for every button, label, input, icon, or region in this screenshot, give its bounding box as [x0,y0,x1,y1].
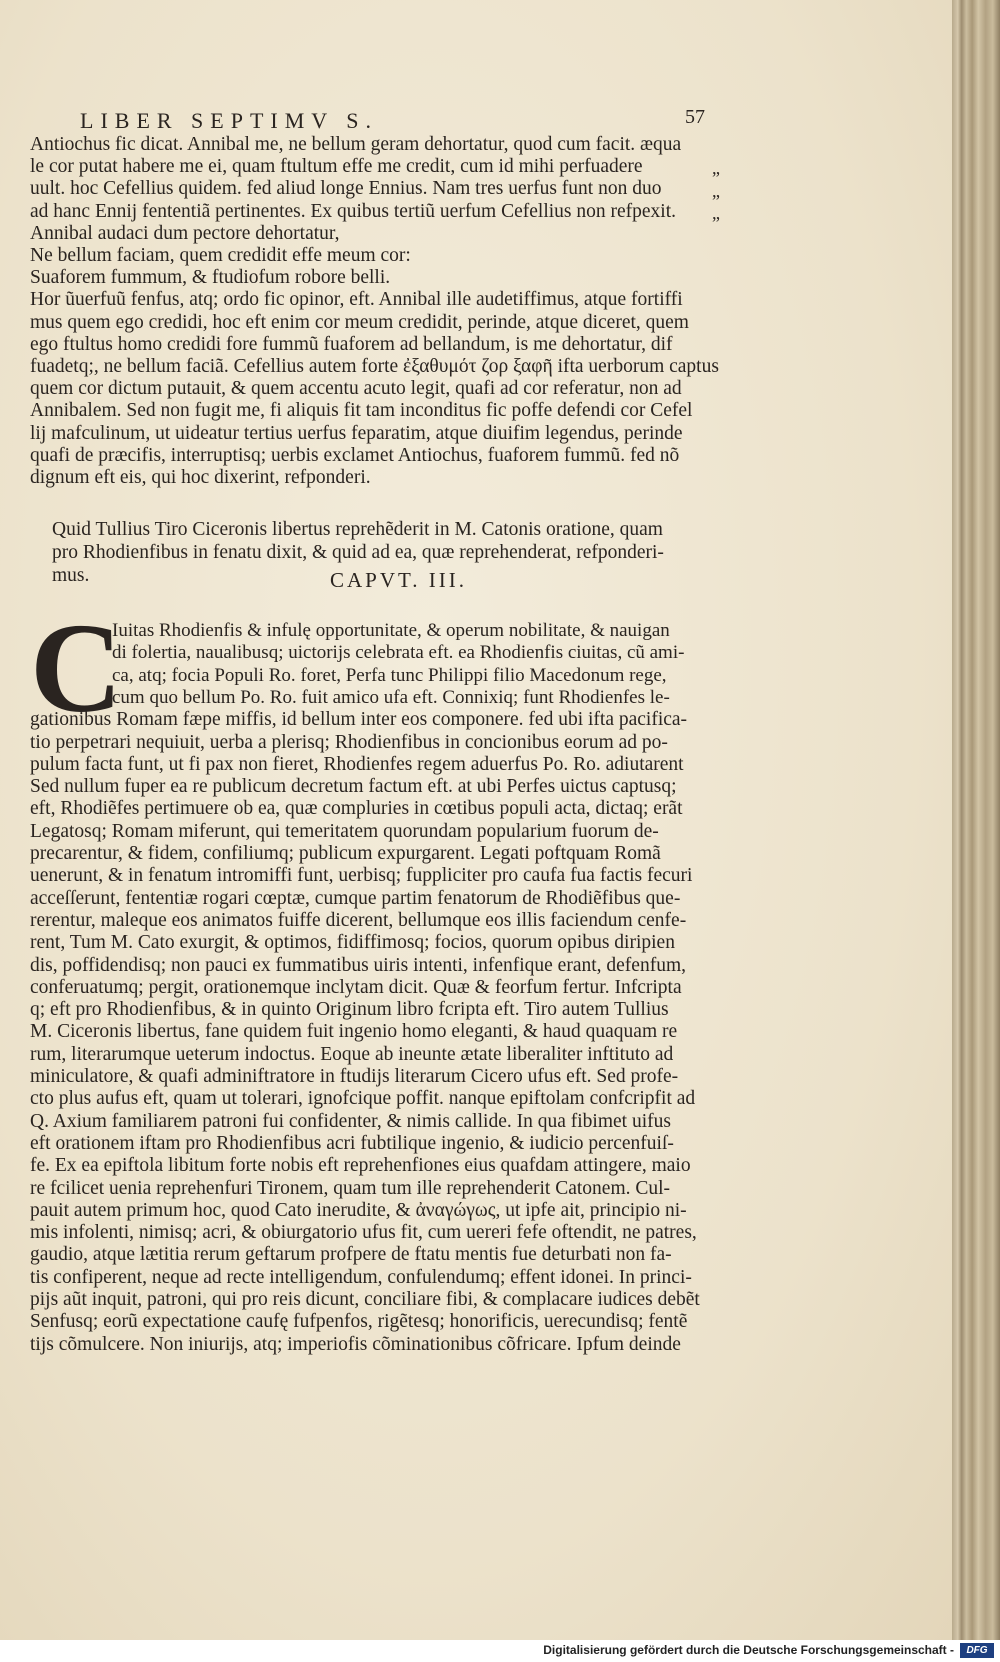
text-line: quem cor dictum putauit, & quem accentu acuto legit, quafi ad cor referatur, non ad [30,378,682,400]
quote-mark: „ [712,203,720,223]
text-line: ego ftultus homo credidi fore fummũ fuaforem ad bellandum, is me dehortatur, dif [30,333,673,355]
text-line: Ne bellum faciam, quem credidit effe meum cor: [30,245,411,266]
text-line: Antiochus fic dicat. Annibal me, ne bellum geram dehortatur, quod cum facit. æqua [30,134,682,155]
quote-mark: „ [712,158,720,178]
text-line: le cor putat habere me ei, quam ftultum effe me credit, cum id mihi perfuadere [30,156,643,178]
dfg-logo: DFG [960,1643,994,1658]
text-line: Annibalem. Sed non fugit me, fi aliquis fit tam inconditus fic poffe defendi cor Cefel [30,400,693,422]
body-line: tio perpetrari nequiuit, uerba a plerisq; Rhodienfibus in concionibus eorum ad po- [30,731,668,753]
text-line: quafi de præcifis, interruptisq; uerbis exclamet Antiochus, fuaforem fummũ. fed nõ [30,444,680,466]
body-line: cum quo bellum Po. Ro. fuit amico ufa eft. Connixiq; funt Rhodienfes le- [112,686,670,708]
text-line: Annibal audaci dum pectore dehortatur, [30,222,340,244]
body-line: di folertia, naualibusq; uictorijs celebrata eft. ea Rhodienfis ciuitas, cũ ami- [112,642,685,664]
decorated-initial: C [30,597,123,739]
page-number: 57 [685,106,705,128]
body-line: eft orationem iftam pro Rhodienfibus acri fubtilique ingenio, & iudicio percenfuiſ- [30,1132,674,1154]
heading-line: mus. [52,565,90,586]
body-line: M. Ciceronis libertus, fane quidem fuit ingenio homo eleganti, & haud quaquam re [30,1021,678,1043]
body-line: pauit autem primum hoc, quod Cato inerudite, & ἀναγώγως, ut ipfe ait, principio ni- [30,1199,687,1221]
body-line: tijs cõmulcere. Non iniurijs, atq; imperiofis cõminationibus cõfricare. Ipfum deinde [30,1333,681,1355]
body-line: ca, atq; focia Populi Ro. foret, Perfa tunc Philippi filio Macedonum rege, [112,664,667,686]
text-line: mus quem ego credidi, hoc eft enim cor meum credidit, perinde, atque diceret, quem [30,311,689,333]
body-line: Q. Axium familiarem patroni fui confidenter, & nimis callide. In qua fibimet uifus [30,1110,671,1132]
text-line: Hor ũuerfuũ fenfus, atq; ordo fic opinor, eft. Annibal ille audetiffimus, atque fortiffi [30,289,683,311]
text-line: dignum eft eis, qui hoc dixerint, refponderi. [30,467,371,488]
text-line: uult. hoc Cefellius quidem. fed aliud longe Ennius. Nam tres uerfus funt non duo [30,178,662,200]
body-line: q; eft pro Rhodienfibus, & in quinto Originum libro fcripta eft. Tiro autem Tullius [30,999,669,1021]
body-line: Iuitas Rhodienfis & infulę opportunitate, & operum nobilitate, & nauigan [112,620,670,641]
chapter-caput: CAPVT. III. [330,568,468,592]
page-edge-stack [952,0,1000,1640]
text-line: ad hanc Ennij fententiã pertinentes. Ex quibus tertiũ uerfum Cefellius non refpexit. [30,200,677,222]
body-line: acceſſerunt, fententiæ rogari cœptæ, cumque partim fenatorum de Rhodiẽfibus que- [30,887,681,909]
body-line: cto plus aufus eft, quam ut tolerari, ignofcique poffit. nanque epiftolam confcripfit ad [30,1088,696,1110]
body-line: Legatosq; Romam miferunt, qui temeritatem quorundam popularium fuorum de- [30,820,659,842]
body-line: re fcilicet uenia reprehenfuri Tironem, quam tum ille reprehenderit Catonem. Cul- [30,1177,671,1199]
running-head: LIBER SEPTIMV S. [80,108,379,133]
heading-line: pro Rhodienfibus in fenatu dixit, & quid ad ea, quæ reprehenderat, refponderi- [52,542,664,563]
text-line: lij mafculinum, ut uideatur tertius uerfus feparatim, atque diuifim legendus, perinde [30,422,683,444]
body-line: Sed nullum fuper ea re publicum decretum factum eft. at ubi Perfes uictus captusq; [30,776,677,798]
body-line: pulum facta funt, ut fi pax non fieret, Rhodienfes regem aduerfus Po. Ro. adiutarent [30,753,684,775]
body-line: rent, Tum M. Cato exurgit, & optimos, fidiffimosq; focios, quorum opibus diripien [30,932,675,954]
footer-bar [0,1640,1000,1662]
body-line: mis infolenti, nimisq; acri, & obiurgatorio ufus fit, cum uereri fefe oftendit, ne patres, [30,1222,697,1244]
body-line: eft, Rhodiẽfes pertimuere ob ea, quæ compluries in cœtibus populi acta, dictaq; erãt [30,798,683,820]
text-line: Suaforem fummum, & ftudiofum robore belli. [30,267,391,289]
body-line: miniculatore, & quafi adminiftratore in ftudijs literarum Cicero ufus eft. Sed profe- [30,1066,679,1087]
funding-notice: Digitalisierung gefördert durch die Deutsche Forschungsgemeinschaft - [543,1643,954,1657]
body-line: tis confiperent, neque ad recte intelligendum, confulendumq; effent idonei. In princi- [30,1266,692,1288]
heading-line: Quid Tullius Tiro Ciceronis libertus reprehẽderit in M. Catonis oratione, quam [52,519,663,540]
body-line: gaudio, atque lætitia rerum geftarum profpere de ftatu mentis fue deturbati non fa- [30,1244,672,1266]
body-line: pijs aũt inquit, patroni, qui pro reis dicunt, conciliare fibi, & complacare iudices debẽt [30,1289,700,1310]
body-line: precarentur, & fidem, confiliumq; publicum expurgarent. Legati poftquam Romã [30,843,661,864]
text-line: fuadetq;, ne bellum faciã. Cefellius autem forte ἐξαθυμότ ζορ ξαφῆ ifta uerborum captus [30,356,719,377]
body-line: rum, literarumque ueterum indoctus. Eoque ab ineunte ætate liberaliter inftituto ad [30,1043,674,1065]
body-line: conferuatumq; pergit, orationemque inclytam dicit. Quæ & feorfum fertur. Infcripta [30,976,682,998]
body-line: rerentur, maleque eos animatos fuiffe dicerent, bellumque eos illis faciendum cenfe- [30,909,687,931]
body-line: fe. Ex ea epiftola libitum forte nobis eft reprehenfiones eius quafdam attingere, maio [30,1155,691,1177]
body-line: Senfusq; eorũ expectatione caufę fufpenfos, rigẽtesq; honorificis, uerecundisq; fentẽ [30,1311,688,1333]
body-line: uenerunt, & in fenatum intromiffi funt, uerbisq; fuppliciter pro caufa fua factis fecuri [30,865,693,887]
body-line: dis, poffidendisq; non pauci ex fummatibus uiris intenti, infenfique erant, defenfum, [30,954,686,976]
body-line: gationibus Romam fæpe miffis, id bellum inter eos componere. fed ubi ifta pacifica- [30,709,688,731]
quote-mark: „ [712,180,720,201]
